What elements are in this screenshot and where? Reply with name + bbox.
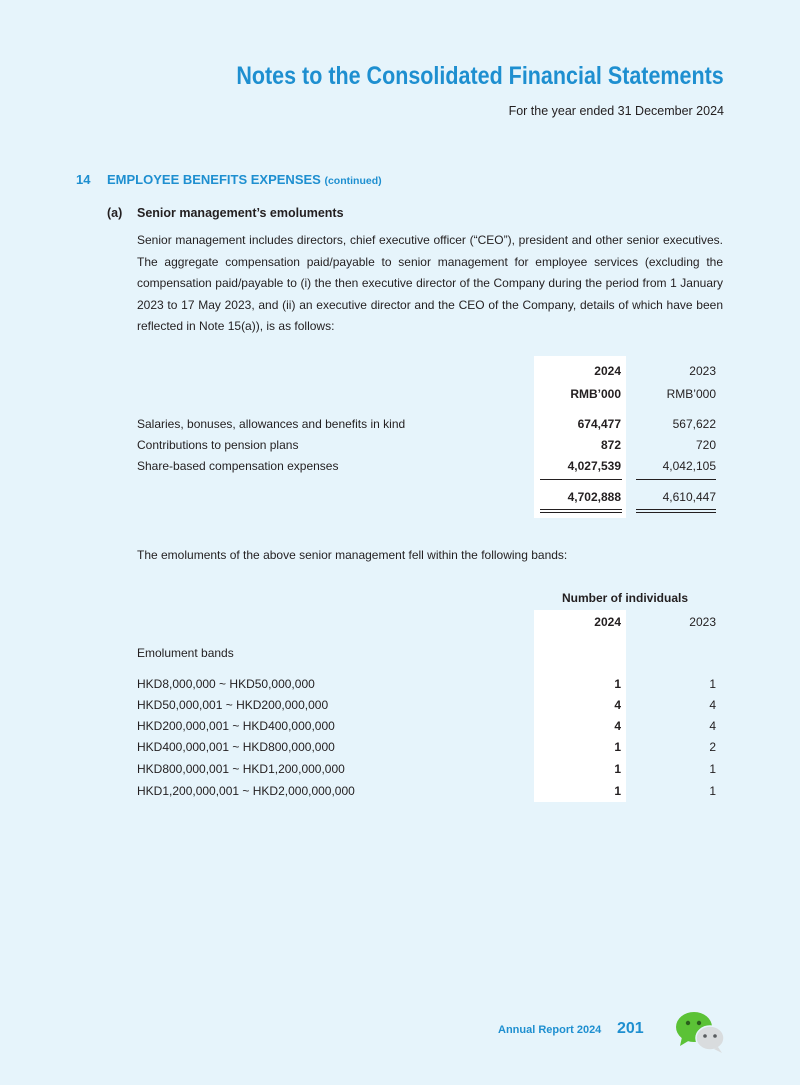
table-row-value-2024: 1 [614, 762, 621, 776]
wechat-logo-svg [674, 1010, 726, 1054]
subsection-number: (a) [107, 206, 123, 220]
table-row-value-2023: 1 [709, 677, 716, 691]
table-row-value-2024: 1 [614, 740, 621, 754]
footer-report-label: Annual Report 2024 [498, 1024, 602, 1036]
wechat-logo-icon [674, 1010, 726, 1054]
table-row-value-2023: 4 [709, 698, 716, 712]
wechat-bubble-grey [696, 1026, 724, 1050]
wechat-eye [713, 1034, 717, 1038]
table-row-value-2024: 4 [614, 719, 621, 733]
table1-total-2024: 4,702,888 [567, 490, 621, 504]
total-double-line-2024-a [540, 509, 622, 510]
table-row-label: Contributions to pension plans [137, 438, 299, 452]
table-row-value-2024: 1 [614, 677, 621, 691]
table1-unit-2024: RMB’000 [570, 387, 621, 401]
table-row-label: Salaries, bonuses, allowances and benefits in kind [137, 417, 406, 431]
table-row-value-2024: 4,027,539 [567, 459, 621, 473]
subtotal-line-2024 [540, 479, 622, 480]
table-row-value-2023: 567,622 [672, 417, 716, 431]
table-row-value-2023: 2 [709, 740, 716, 754]
page-title: Notes to the Consolidated Financial Statements [236, 62, 724, 90]
table-row-value-2024: 872 [600, 438, 621, 452]
wechat-eye [703, 1034, 707, 1038]
table-row-value-2023: 1 [709, 784, 716, 798]
subtotal-line-2023 [636, 479, 716, 480]
table1-header-2023: 2023 [689, 364, 716, 378]
table-row-value-2023: 1 [709, 762, 716, 776]
total-double-line-2023-b [636, 512, 716, 513]
subsection-title: Senior management’s emoluments [137, 206, 344, 220]
total-double-line-2024-b [540, 512, 622, 513]
table-row-label: HKD8,000,000 ~ HKD50,000,000 [137, 677, 315, 691]
table-row-label: Share-based compensation expenses [137, 459, 339, 473]
table-row-label: HKD200,000,001 ~ HKD400,000,000 [137, 719, 335, 733]
table1-header-2024: 2024 [594, 364, 621, 378]
table-row-value-2023: 4,042,105 [662, 459, 716, 473]
subsection-paragraph: Senior management includes directors, chief executive officer (“CEO”), president and other senior executives. The aggregate compensation paid/payable to senior management for employee services (excluding the compensation paid/payable to (i) the then executive director of the Company during the period from 1 January 2023 to 17 May 2023, and (ii) an executive director and the CEO of the Company, details of which have been reflected in Note 15(a)), is as follows: [137, 233, 723, 334]
table-row-value-2024: 674,477 [577, 417, 621, 431]
page-subtitle: For the year ended 31 December 2024 [508, 104, 724, 118]
bands-intro: The emoluments of the above senior management fell within the following bands: [137, 548, 568, 562]
table1-unit-2023: RMB’000 [666, 387, 716, 401]
table-row-value-2023: 4 [709, 719, 716, 733]
table2-header: Number of individuals [561, 591, 688, 605]
table-row-label: HKD1,200,000,001 ~ HKD2,000,000,000 [137, 784, 355, 798]
table2-header-2023: 2023 [689, 615, 716, 629]
table-row-value-2023: 720 [695, 438, 716, 452]
section-number: 14 [76, 172, 91, 187]
bands-label: Emolument bands [137, 646, 234, 660]
table-row-value-2024: 4 [614, 698, 621, 712]
table-row-label: HKD800,000,001 ~ HKD1,200,000,000 [137, 762, 345, 776]
page-number: 201 [617, 1020, 644, 1037]
section-title-text: EMPLOYEE BENEFITS EXPENSES [107, 172, 321, 187]
table-row-label: HKD400,000,001 ~ HKD800,000,000 [137, 740, 335, 754]
table1-total-2023: 4,610,447 [662, 490, 716, 504]
section-continued: (continued) [324, 175, 382, 187]
total-double-line-2023-a [636, 509, 716, 510]
section-title [107, 172, 382, 187]
wechat-eye [697, 1021, 701, 1025]
table-row-value-2024: 1 [614, 784, 621, 798]
table2-header-2024: 2024 [594, 615, 621, 629]
wechat-eye [686, 1021, 690, 1025]
table-row-label: HKD50,000,001 ~ HKD200,000,000 [137, 698, 329, 712]
